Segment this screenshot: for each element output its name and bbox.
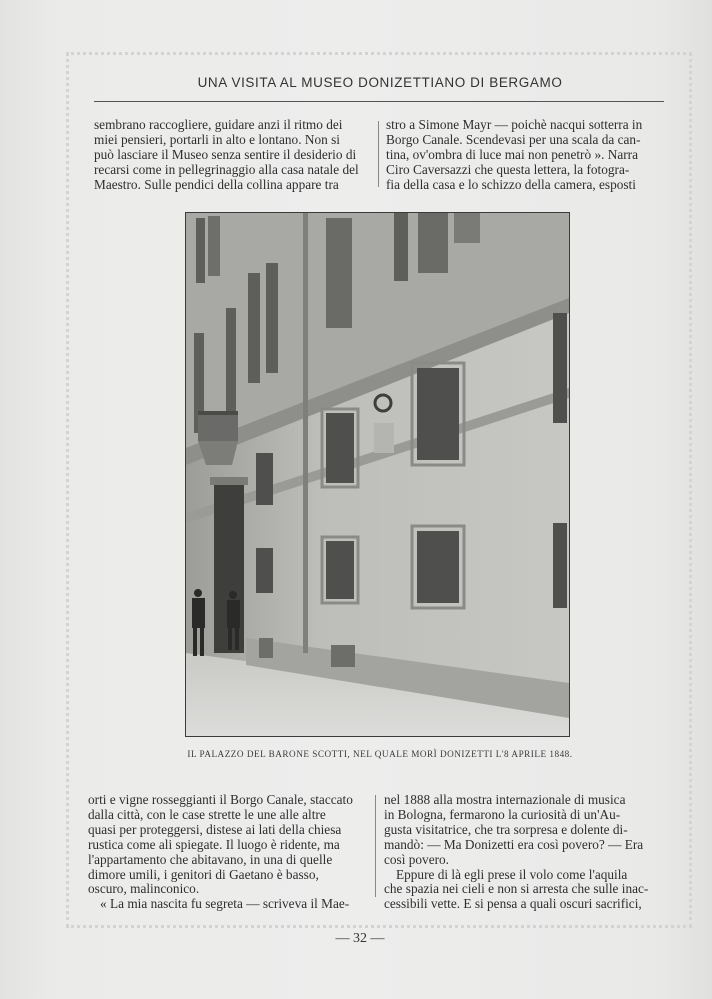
text-line: sembrano raccogliere, guidare anzi il ritmo dei [94, 117, 343, 132]
text-line: fia della casa e lo schizzo della camera, esposti [386, 176, 636, 192]
building-facade-photo [185, 212, 570, 737]
text-line: orti e vigne rosseggianti il Borgo Canale, staccato [88, 792, 353, 807]
text-line: l'appartamento che abitavano, in una di quelle [88, 851, 333, 867]
bottom-right-column [384, 793, 662, 912]
top-right-column [386, 118, 664, 193]
text-line: dalla città, con le case strette le une alle altre [88, 806, 326, 822]
photo-illustration [186, 213, 569, 736]
header-rule [94, 101, 664, 102]
text-line: miei pensieri, portarli in alto e lontano. Non si [94, 131, 340, 147]
column-separator-bottom [375, 795, 376, 897]
text-line: in Bologna, fermarono la curiosità di un'Au- [384, 806, 621, 822]
page-number: — 32 — [335, 931, 385, 946]
text-line: gusta visitatrice, che tra sorpresa e dolente di- [384, 821, 628, 837]
text-line: tina, ov'ombra di luce mai non penetrò ». Narra [386, 146, 638, 162]
photo-caption: IL PALAZZO DEL BARONE SCOTTI, NEL QUALE MORÌ DONIZETTI L'8 APRILE 1848. [187, 749, 573, 759]
text-line: Ciro Caversazzi che questa lettera, la fotogra- [386, 161, 630, 177]
text-line: rustica come ali spiegate. Il luogo è ridente, ma [88, 836, 340, 852]
text-line: Eppure di là egli prese il volo come l'aquila [396, 866, 628, 882]
text-line: oscuro, malinconico. [88, 881, 200, 897]
column-separator-top [378, 121, 379, 187]
text-line: « La mia nascita fu segreta — scriveva il Mae- [100, 896, 350, 912]
running-header: UNA VISITA AL MUSEO DONIZETTIANO DI BERGAMO [197, 75, 563, 90]
bottom-left-column [88, 793, 368, 912]
text-line: dimore umili, i genitori di Gaetano è basso, [88, 866, 319, 882]
text-line: che spazia nei cieli e non si arresta che sulle inac- [384, 881, 649, 897]
text-line: recarsi come in pellegrinaggio alla casa natale del [94, 161, 359, 177]
text-line: mandò: — Ma Donizetti era così povero? — Era [384, 836, 644, 852]
text-line: stro a Simone Mayr — poichè nacqui sotterra in [386, 117, 643, 132]
text-line: nel 1888 alla mostra internazionale di musica [384, 792, 626, 807]
text-line: quasi per proteggersi, distese ai lati della chiesa [88, 821, 342, 837]
text-line: Borgo Canale. Scendevasi per una scala da can- [386, 131, 641, 147]
text-line: cessibili vette. E si pensa a quali oscuri sacrifici, [384, 896, 642, 912]
text-line: così povero. [384, 851, 449, 867]
top-left-column [94, 118, 369, 193]
text-line: Maestro. Sulle pendici della collina appare tra [94, 176, 339, 192]
text-line: può lasciare il Museo senza sentire il desiderio di [94, 146, 357, 162]
